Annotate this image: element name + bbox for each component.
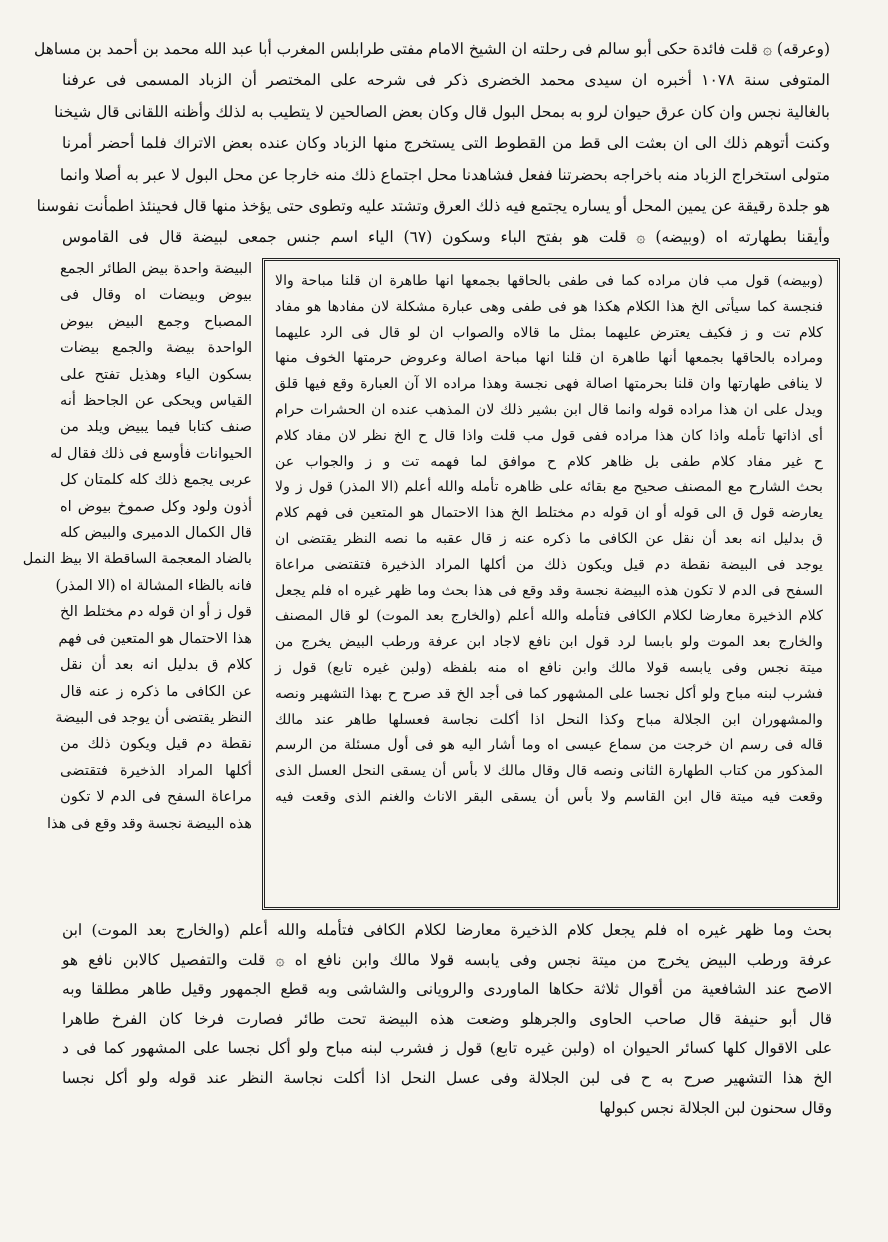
text-line: عرفة ورطب البيض يخرج من ميتة نجس وفى يابسه قولا مالك وابن نافع اه ۞ قلت والتفصيل كالابن نافع هو <box>62 950 832 969</box>
text-line: أى اذاتها تأمله واذا كان هذا مراده ففى قول مب قلت واذا قال ح الخ نظر لان مفاد كلام <box>275 427 823 444</box>
text-line last-line: وقال سحنون لبن الجلالة نجس كبولها <box>599 1098 832 1117</box>
text-line: فنجسة كما سيأتى الخ هذا الكلام هكذا هو فى طفى وهى عبارة مشكلة لان مفادها هو مفاد <box>275 298 823 315</box>
text-line: القياس ويحكى عن الجاحظ أنه <box>60 392 252 410</box>
text-line: لا ينافى طهارتها وان قلنا بحرمتها اصالة فهى نجسة وهذا مراده الا آن العبارة وقع فيها قلق <box>275 376 823 393</box>
text-line: قال الكمال الدميرى والبيض كله <box>60 524 252 542</box>
bottom-text-block <box>62 916 832 1123</box>
text-line: كلام الذخيرة معارضا لكلام الكافى فتأمله والله أعلم (والخارج بعد الموت) لو قال المصنف <box>275 608 823 625</box>
text-line: كلام ق بدليل انه بعد أن نقل <box>60 656 252 674</box>
text-line: هو جلدة رقيقة عن يمين المحل أو يساره يجتمع فيه ذلك العرق وتشتد عليه وتطوى حتى يؤخذ منها قال فحينئذ اطمأنت نفوسنا <box>36 197 830 216</box>
text-line: النظر يقتضى أن يوجد فى البيضة <box>55 708 252 726</box>
text-line: هذا الاحتمال هو المتعين فى فهم <box>58 629 252 647</box>
text-line: بحث وما ظهر غيره اه فلم يجعل كلام الذخيرة معارضا لكلام الكافى فتأمله والله أعلم (والخارج بعد الموت) ابن <box>62 921 832 939</box>
text-line: فشرب لبنه مباح ولو أكل نجسا على المشهور كما فى أجد الخ قد صرح ح بهذا التشهير ونصه <box>275 685 823 702</box>
text-line: المصباح وجمع البيض بيوض <box>60 312 252 330</box>
text-line: الحيوانات فأوسع فى ذلك فقال له <box>50 444 252 462</box>
text-line: السفح فى الدم لا تكون هذه البيضة نجسة وقد وقع فى هذا بحث وما ظهر غيره اه فلم يجعل <box>275 582 823 599</box>
text-line: بحث الشارح مع المصنف صحيح مع بقائه على ظاهره تأمله والله أعلم (الا المذر) قول ز ولا <box>275 479 823 496</box>
text-line: هذه البيضة نجسة وقد وقع فى هذا <box>47 814 252 832</box>
text-line: ح غير مفاد كلام طفى بل ظاهر كلام ح موافق لما فهمه تت و ز والجواب عن <box>275 453 823 470</box>
text-line: عن الكافى ما ذكره ز عنه قال <box>60 682 252 700</box>
side-commentary-column <box>22 256 252 837</box>
text-line: يوجد فى البيضة نقطة دم قيل ويكون ذلك من أكلها المراد الذخيرة فتقتضى مراعاة <box>275 556 823 573</box>
text-line: بالضاد المعجمة الساقطة الا بيظ النمل <box>22 550 252 568</box>
text-line: ويدل على ان هذا مراده قوله وانما قال ابن بشير ذلك لان المذهب عنده ان الحشرات حرام <box>275 401 823 418</box>
text-line: فانه بالظاء المشالة اه (الا المذر) <box>55 576 252 594</box>
text-line: الخ هذا التشهير صرح به ح فى لبن الجلالة وفى عسل النحل اذا أكلت نجاسة النظر عند قوله ولو أكل نجسا <box>62 1068 832 1087</box>
text-line: (وبيضه) قول مب فان مراده كما فى طفى بالحاقها بجمعها انها طاهرة ان قلنا مباحة والا <box>275 273 823 289</box>
text-line: نقطة دم قيل ويكون ذلك من <box>60 735 252 753</box>
text-line: ق بدليل انه بعد أن نقل عن الكافى ما ذكره عنه ز قال عقبه ما نصه النظر يقتضى ان <box>275 530 823 547</box>
text-line: كلام تت و ز فكيف يعترض عليهما بمثل ما قالاه والصواب ان لو قال فى الرد عليهما <box>275 324 823 341</box>
text-line: المذكور من كتاب الطهارة الثانى ونصه قال وقال مالك لا بأس أن يسقى النحل العسل الذى <box>275 763 823 780</box>
text-line: قول ز أو ان قوله دم مختلط الخ <box>60 603 252 621</box>
text-line: متولى استخراج الزباد منه باخراجه بحضرتنا ففعل فشاهدنا محل اجتماع ذلك منه خارجا عن محل البول لا عبر به أصلا وانما <box>59 165 830 184</box>
text-line: عربى يجمع ذلك كله كلمتان كل <box>60 471 252 489</box>
text-line: والمشهوران ابن الجلالة مباح وكذا النحل اذا أكلت نجاسة فعسلها طاهر عند مالك <box>275 711 823 728</box>
top-text-block <box>34 34 831 254</box>
text-line: مراعاة السفح فى الدم لا تكون <box>60 788 252 806</box>
text-line: قال أبو حنيفة قال صاحب الحاوى والجرهلو وضعت هذه البيضة تحت طائر فصارت فرخا كان الفرخ طاهرا <box>62 1009 832 1028</box>
text-line: أكلها المراد الذخيرة فتقتضى <box>60 761 252 779</box>
text-line: بسكون الياء وهذيل تفتح على <box>60 365 252 383</box>
text-line: (وعرقه) ۞ قلت فائدة حكى أبو سالم فى رحلته ان الشيخ الامام مفتى طرابلس المغرب أبا عبد الله محمد بن أحمد بن مساهل <box>34 40 830 58</box>
text-line: بالغالية نجس وان كان عرق حيوان لرو به بمحل البول قال وكان بعض الصالحين لا يتطيب به لذلك وأظنه اللقانى قال شيخنا <box>54 102 830 121</box>
text-line: ومراده بالحاقها بجمعها أنها طاهرة ان قلنا انها مباحة اصالة وعروض حرمتها الخوف منها <box>275 350 823 367</box>
text-line: الواحدة بيضة والجمع بيضات <box>60 339 252 357</box>
text-line: وقعت فيه ميتة قال ابن القاسم ولا بأس أن يسقى البقر الاناث والغنم الذى وقعت فيه <box>275 788 823 805</box>
main-text-box <box>262 258 840 910</box>
text-line: والخارج بعد الموت ولو بابسا لرد قول ابن نافع لاجاد ابن عرفة ورطب البيض يخرج من <box>275 634 823 651</box>
text-line: أذون ولود وكل صموخ بيوض اه <box>60 497 252 515</box>
text-line: بيوض وبيضات اه وقال فى <box>60 286 252 304</box>
text-line: وأيقنا بطهارته اه (وبيضه) ۞ قلت هو بفتح الباء وسكون (٦٧) الياء اسم جنس جمعى لبيضة قال فى القاموس <box>62 228 831 247</box>
text-line: صنف كتابا فيما يبيض ويلد من <box>60 418 252 436</box>
text-line: الاصح عند الشافعية من أقوال ثلاثة حكاها الماوردى والرويانى والشاشى وبه قطع الجمهور وقيل طاهر مطلقا وبه <box>62 980 832 999</box>
text-line: يعارضه قول ق الى قوله أو ان قوله دم مختلط الخ هذا الاحتمال هو المتعين فى فهم كلام <box>275 505 823 522</box>
text-line: وكنت أتوهم ذلك الى ان بعثت الى قط من القطوط التى يستخرج منها الزباد وكان عنده بعض الاتراك فلما أحضر أمرنا <box>62 134 830 153</box>
text-line: البيضة واحدة بيض الطائر الجمع <box>60 260 252 277</box>
text-line: المتوفى سنة ١٠٧٨ أخبره ان سيدى محمد الخضرى ذكر فى شرحه على المختصر أن الزباد المسمى فى عرفنا <box>62 71 830 90</box>
text-line: على الاقوال كلها كسائر الحيوان اه (ولبن غيره تابع) قول ز فشرب لبنه مباح ولو أكل نجسا على المشهور كما فى د <box>62 1039 832 1058</box>
text-line: قاله فى رسم ان خرجت من سماع عيسى اه وما أشار اليه هو فى أول مسئلة من الرسم <box>275 737 823 754</box>
text-line: ميتة نجس وفى يابسه قولا مالك وابن نافع اه منه بلفظه (ولبن غيره تابع) قول ز <box>275 659 823 676</box>
